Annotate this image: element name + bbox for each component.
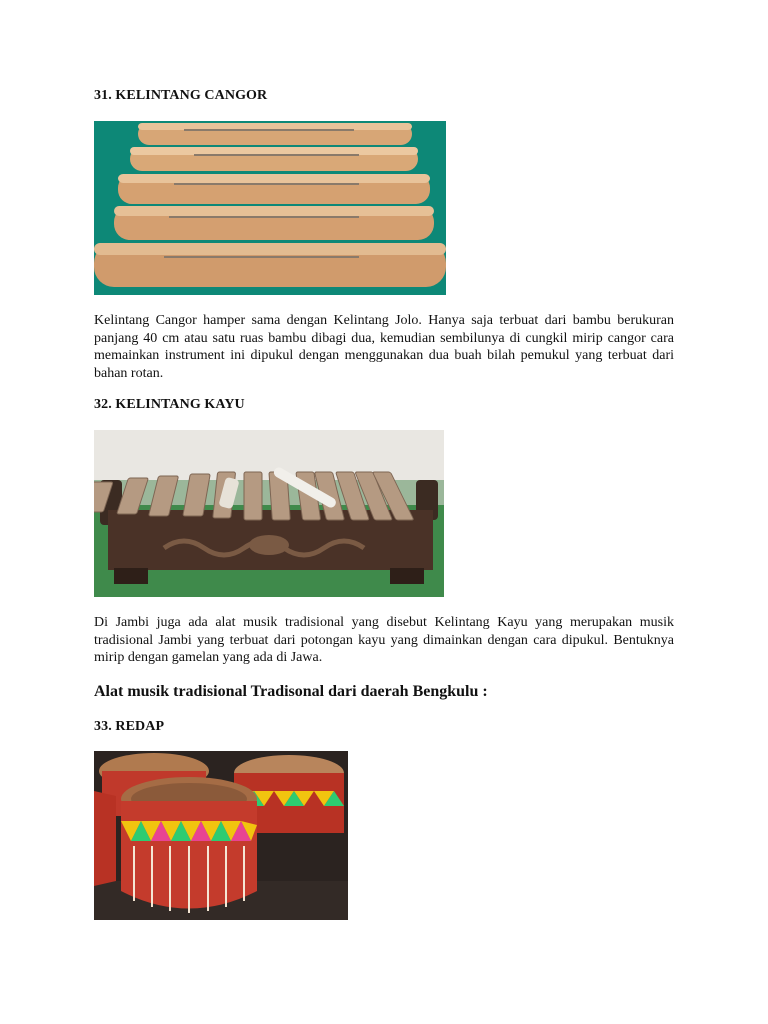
section-paragraph-31: Kelintang Cangor hamper sama dengan Kelintang Jolo. Hanya saja terbuat dari bambu berukuran panjang 40 cm atau satu ruas bambu dibagi dua, kemudian sembilunya di cungkil mirip cangor cara memainkan instrument ini dipukul dengan menggunakan dua buah bilah pemukul yang terbuat dari bahan rotan. — [94, 313, 674, 381]
section-heading-31: 31. KELINTANG CANGOR — [94, 88, 268, 103]
bamboo-tube — [138, 123, 412, 145]
section-heading-32: 32. KELINTANG KAYU — [94, 397, 245, 412]
region-title: Alat musik tradisional Tradisonal dari daerah Bengkulu : — [94, 683, 488, 700]
section-paragraph-32: Di Jambi juga ada alat musik tradisional yang disebut Kelintang Kayu yang merupakan musik tradisional Jambi yang terbuat dari potongan kayu yang dimainkan dengan cara dipukul. Bentuknya mirip dengan gamelan yang ada di Jawa. — [94, 615, 674, 665]
redap-photo — [94, 751, 348, 920]
kelintang-kayu-photo — [94, 430, 444, 597]
section-heading-33: 33. REDAP — [94, 719, 165, 734]
kelintang-cangor-photo — [94, 121, 446, 295]
